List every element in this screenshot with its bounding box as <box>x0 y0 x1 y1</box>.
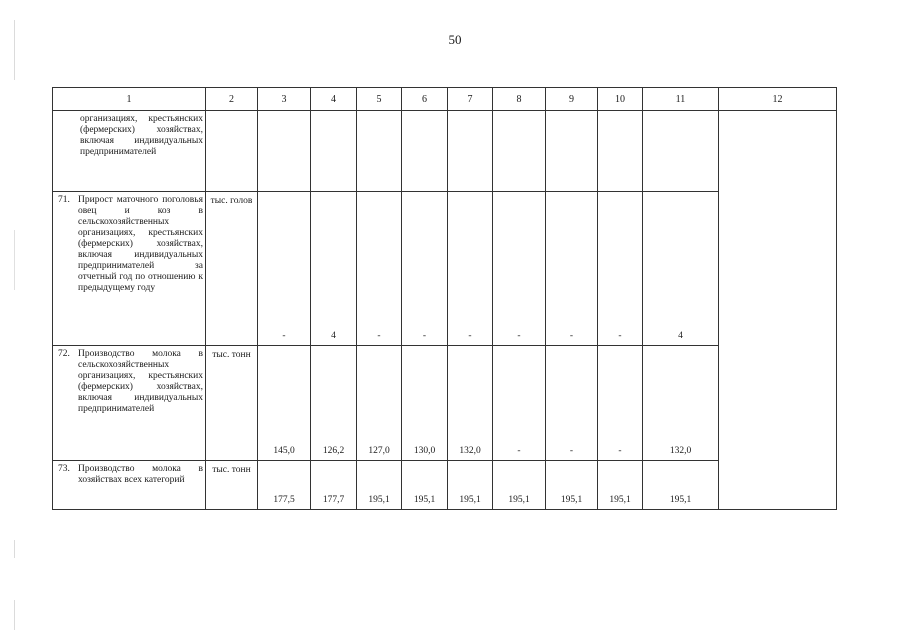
indicator-name-cell <box>53 461 206 510</box>
value-cell: 195,1 <box>402 461 448 510</box>
value-cell: 195,1 <box>598 461 643 510</box>
table-row <box>53 111 837 192</box>
header-cell: 4 <box>311 88 357 111</box>
column-12-cell <box>719 111 837 510</box>
value-cell <box>258 111 311 192</box>
value-cell: 195,1 <box>448 461 493 510</box>
value-cell: 4 <box>643 192 719 346</box>
row-number: 72. <box>58 349 70 359</box>
value-cell: - <box>493 346 546 461</box>
value-cell: - <box>402 192 448 346</box>
value-cell <box>448 111 493 192</box>
value-cell: 130,0 <box>402 346 448 461</box>
value-cell: - <box>357 192 402 346</box>
indicator-text: Прирост маточного поголовья овец и коз в сельскохозяйственных организациях, крестьянских (фермерских) хозяйствах, включая индивидуальных предпринимателей за отчетный год по отношению к предыдущему году <box>78 195 203 293</box>
value-cell: 4 <box>311 192 357 346</box>
header-cell: 7 <box>448 88 493 111</box>
scan-mark <box>14 230 15 290</box>
unit-cell: тыс. голов <box>206 192 258 346</box>
page-number: 50 <box>448 32 462 47</box>
value-cell: - <box>546 346 598 461</box>
row-number: 73. <box>58 464 70 474</box>
value-cell <box>402 111 448 192</box>
value-cell: 126,2 <box>311 346 357 461</box>
header-cell: 5 <box>357 88 402 111</box>
value-cell: 145,0 <box>258 346 311 461</box>
value-cell: - <box>493 192 546 346</box>
value-cell <box>493 111 546 192</box>
value-cell: 177,5 <box>258 461 311 510</box>
header-cell: 1 <box>53 88 206 111</box>
scan-mark <box>14 600 15 630</box>
value-cell <box>546 111 598 192</box>
value-cell <box>643 111 719 192</box>
value-cell: - <box>598 192 643 346</box>
header-cell: 8 <box>493 88 546 111</box>
header-cell: 10 <box>598 88 643 111</box>
row-number: 71. <box>58 195 70 205</box>
unit-cell: тыс. тонн <box>206 346 258 461</box>
indicators-table <box>52 87 837 510</box>
scan-mark <box>14 20 15 80</box>
header-cell: 11 <box>643 88 719 111</box>
value-cell <box>357 111 402 192</box>
unit-cell: тыс. тонн <box>206 461 258 510</box>
indicator-text: Производство молока в хозяйствах всех категорий <box>78 464 203 485</box>
value-cell: 132,0 <box>643 346 719 461</box>
header-cell: 9 <box>546 88 598 111</box>
value-cell: 195,1 <box>493 461 546 510</box>
value-cell: 195,1 <box>357 461 402 510</box>
header-cell: 2 <box>206 88 258 111</box>
value-cell: - <box>598 346 643 461</box>
value-cell: 177,7 <box>311 461 357 510</box>
header-cell: 6 <box>402 88 448 111</box>
value-cell <box>598 111 643 192</box>
header-cell: 12 <box>719 88 837 111</box>
indicator-name-cell <box>53 346 206 461</box>
header-cell: 3 <box>258 88 311 111</box>
value-cell: 132,0 <box>448 346 493 461</box>
value-cell: 195,1 <box>643 461 719 510</box>
indicator-name-cell <box>53 111 206 192</box>
value-cell: - <box>448 192 493 346</box>
scan-mark <box>14 540 15 558</box>
value-cell <box>311 111 357 192</box>
header-row <box>53 88 837 111</box>
value-cell: - <box>258 192 311 346</box>
value-cell: - <box>546 192 598 346</box>
indicator-text: организациях, крестьянских (фермерских) хозяйствах, включая индивидуальных предпринимателей <box>80 114 203 157</box>
indicator-name-cell <box>53 192 206 346</box>
unit-cell <box>206 111 258 192</box>
indicator-text: Производство молока в сельскохозяйственных организациях, крестьянских (фермерских) хозяйствах, включая индивидуальных предпринимателей <box>78 349 203 414</box>
value-cell: 127,0 <box>357 346 402 461</box>
value-cell: 195,1 <box>546 461 598 510</box>
